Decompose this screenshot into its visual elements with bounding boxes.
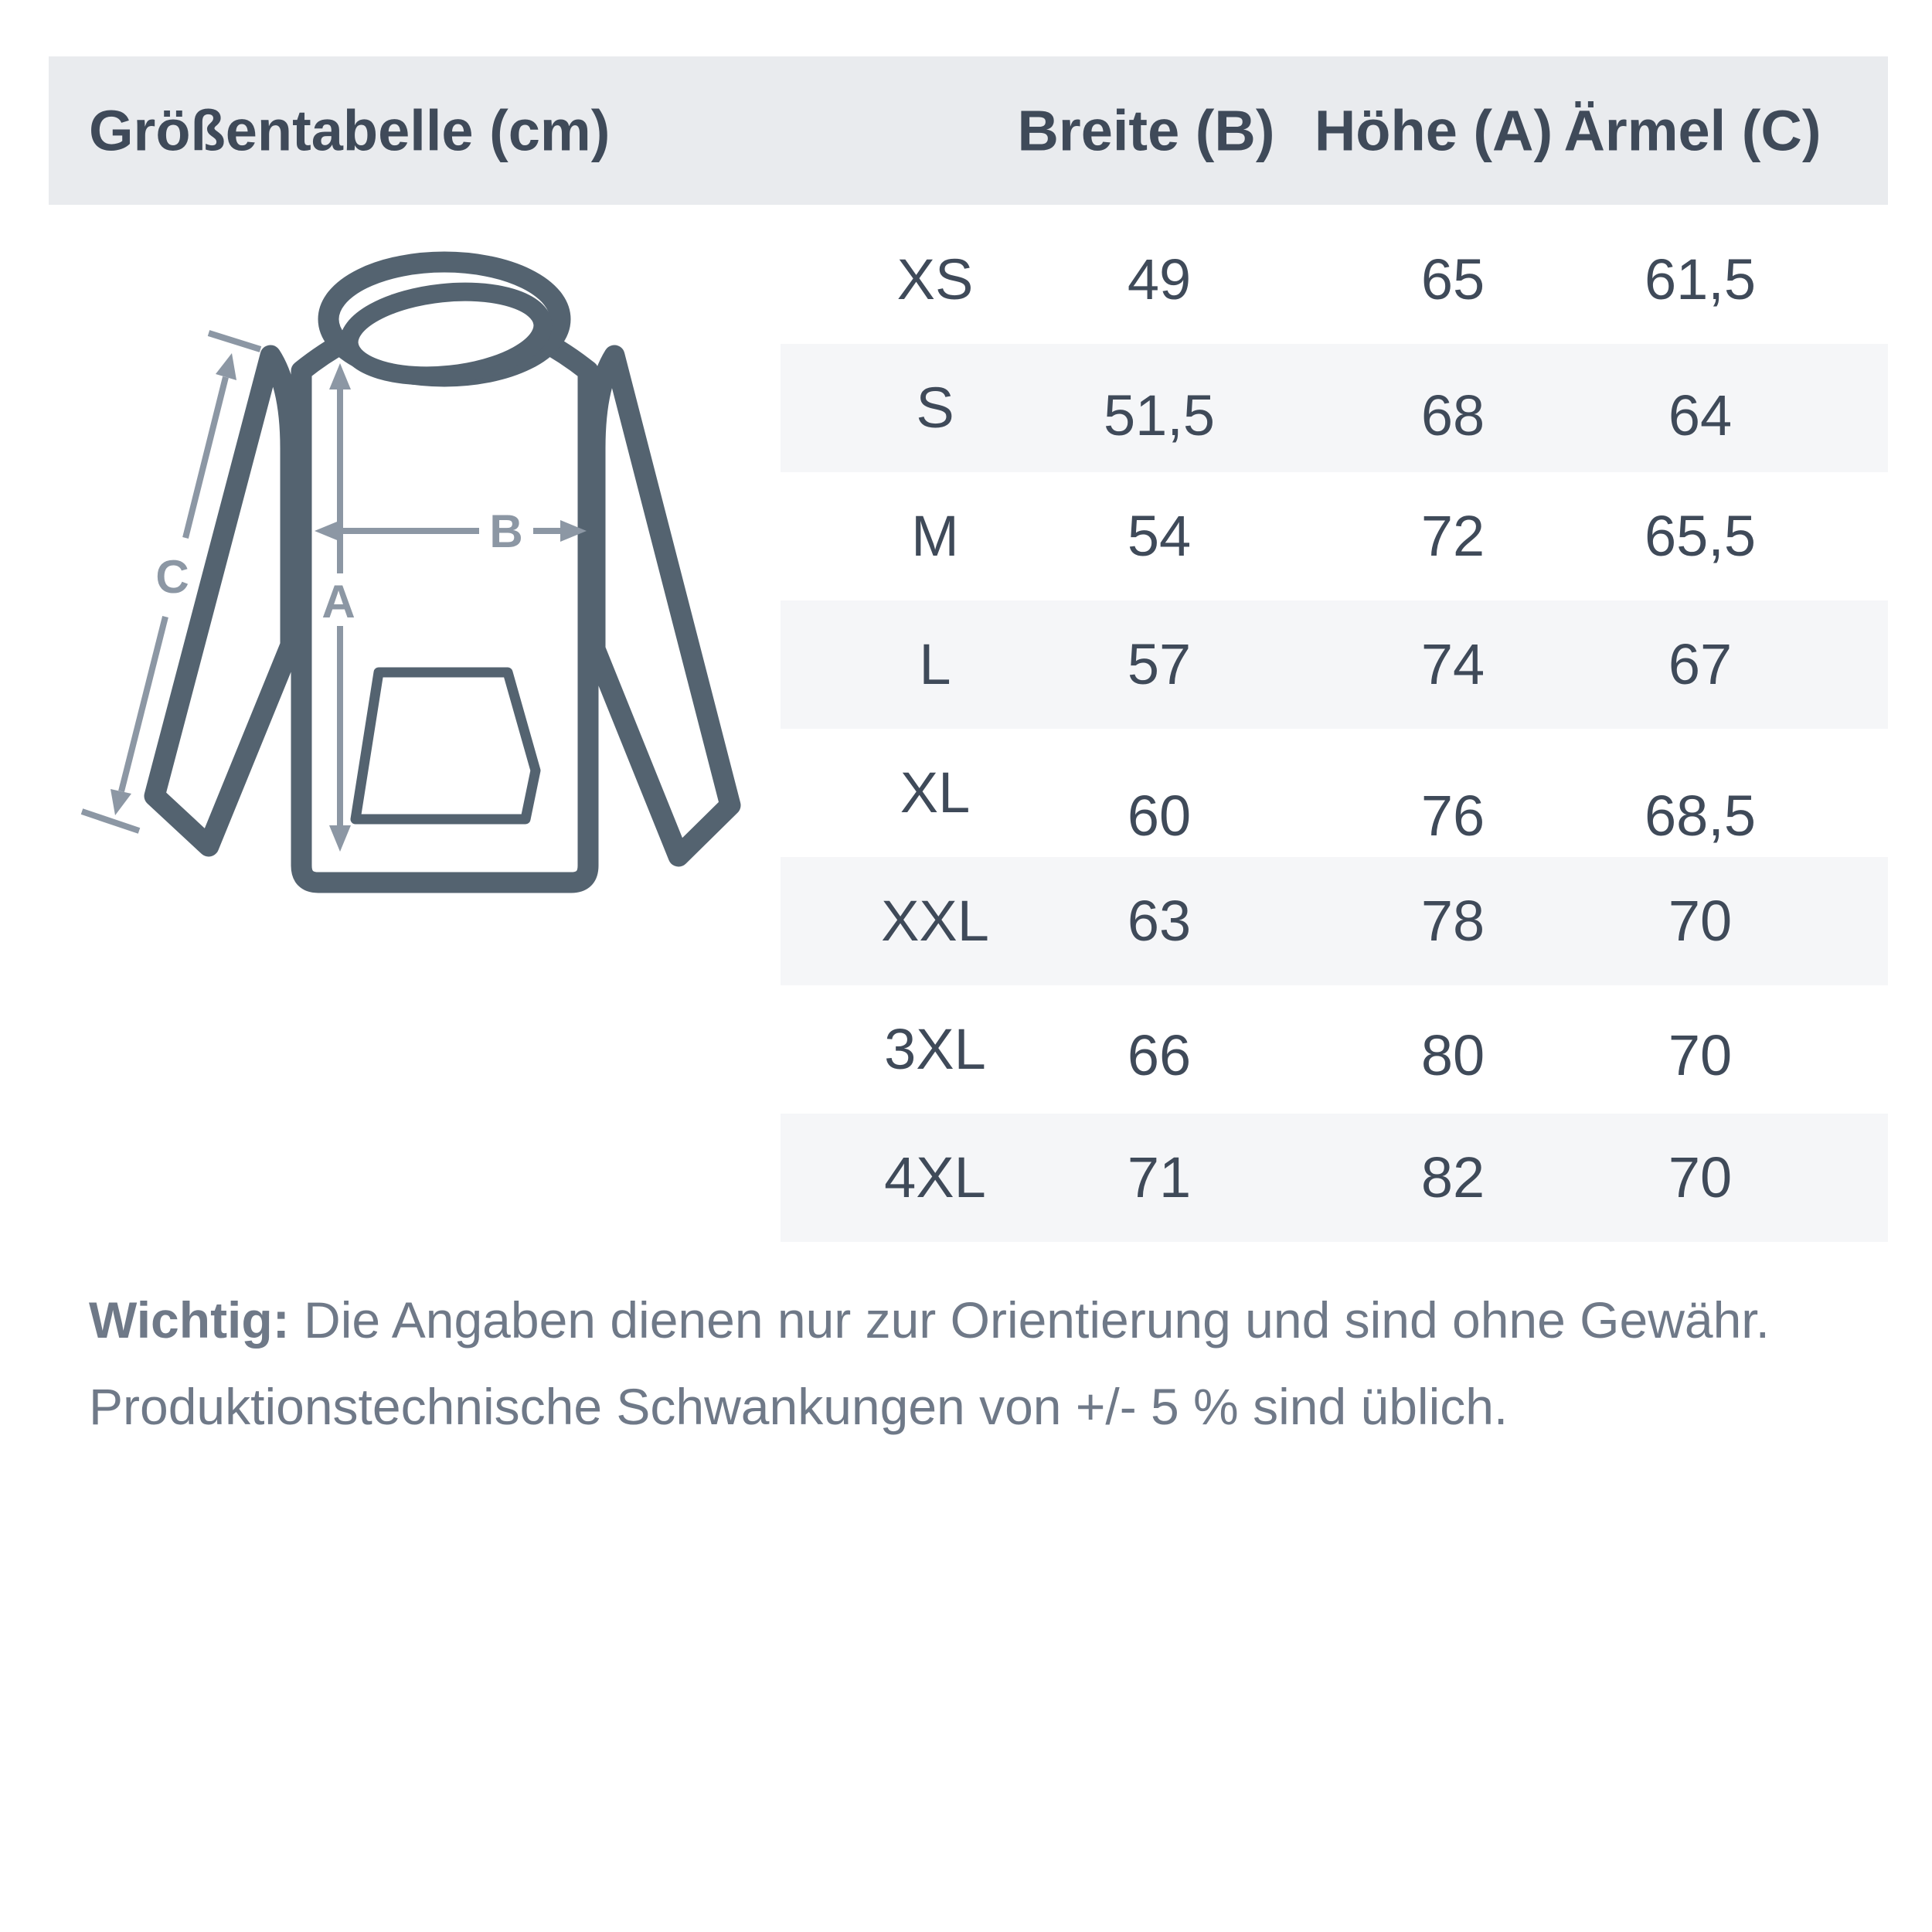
table-header-bar <box>49 56 1888 205</box>
size-cell: S <box>916 376 954 440</box>
size-cell: L <box>919 632 951 696</box>
breite-cell: 60 <box>1127 784 1192 848</box>
disclaimer-line-1-text: Die Angaben dienen nur zur Orientierung und sind ohne Gewähr. <box>289 1291 1770 1349</box>
label-b: B <box>489 505 523 557</box>
breite-cell: 54 <box>1127 504 1192 568</box>
hoehe-cell: 72 <box>1420 504 1485 568</box>
hoodie-measurement-diagram <box>46 216 781 912</box>
label-c: C <box>155 551 189 603</box>
hoehe-cell: 76 <box>1420 784 1485 848</box>
disclaimer-line-2: Produktionstechnische Schwankungen von +/- 5 % sind üblich. <box>89 1378 1509 1435</box>
aermel-cell: 65,5 <box>1644 504 1757 568</box>
hoehe-cell: 74 <box>1420 632 1485 696</box>
aermel-cell: 68,5 <box>1644 784 1757 848</box>
page-title: Größentabelle (cm) <box>89 98 611 163</box>
size-cell: XL <box>900 760 971 825</box>
hoodie-pocket <box>355 672 536 819</box>
breite-cell: 63 <box>1127 889 1192 953</box>
size-cell: XS <box>896 247 974 311</box>
size-cell: 3XL <box>884 1017 986 1081</box>
table-row <box>781 1114 1888 1242</box>
size-cell: XXL <box>881 889 989 953</box>
breite-cell: 51,5 <box>1103 383 1216 447</box>
hoodie-right-sleeve <box>595 355 730 856</box>
hoehe-cell: 68 <box>1420 383 1485 447</box>
table-row <box>781 472 1888 600</box>
disclaimer-bold: Wichtig: <box>89 1291 290 1349</box>
breite-cell: 57 <box>1127 632 1192 696</box>
label-a: A <box>321 576 355 628</box>
column-header-aermel: Ärmel (C) <box>1563 98 1821 163</box>
disclaimer-line-1 <box>89 1277 1874 1363</box>
table-row <box>781 344 1888 472</box>
hoehe-cell: 82 <box>1420 1145 1485 1209</box>
column-header-hoehe: Höhe (A) <box>1314 98 1553 163</box>
table-row <box>781 985 1888 1114</box>
aermel-cell: 70 <box>1668 1145 1733 1209</box>
size-cell: M <box>911 504 959 568</box>
aermel-cell: 64 <box>1668 383 1733 447</box>
disclaimer-note <box>89 1277 1874 1450</box>
table-row <box>781 729 1888 857</box>
breite-cell: 71 <box>1127 1145 1192 1209</box>
size-cell: 4XL <box>884 1145 986 1209</box>
column-header-breite: Breite (B) <box>1017 98 1275 163</box>
breite-cell: 49 <box>1127 247 1192 311</box>
table-row <box>781 857 1888 985</box>
table-row <box>781 216 1888 344</box>
aermel-cell: 67 <box>1668 632 1733 696</box>
size-table-rows <box>781 216 1888 1242</box>
breite-cell: 66 <box>1127 1023 1192 1087</box>
hoehe-cell: 78 <box>1420 889 1485 953</box>
hoehe-cell: 80 <box>1420 1023 1485 1087</box>
aermel-cell: 61,5 <box>1644 247 1757 311</box>
hoehe-cell: 65 <box>1420 247 1485 311</box>
aermel-cell: 70 <box>1668 1023 1733 1087</box>
aermel-cell: 70 <box>1668 889 1733 953</box>
table-row <box>781 600 1888 729</box>
